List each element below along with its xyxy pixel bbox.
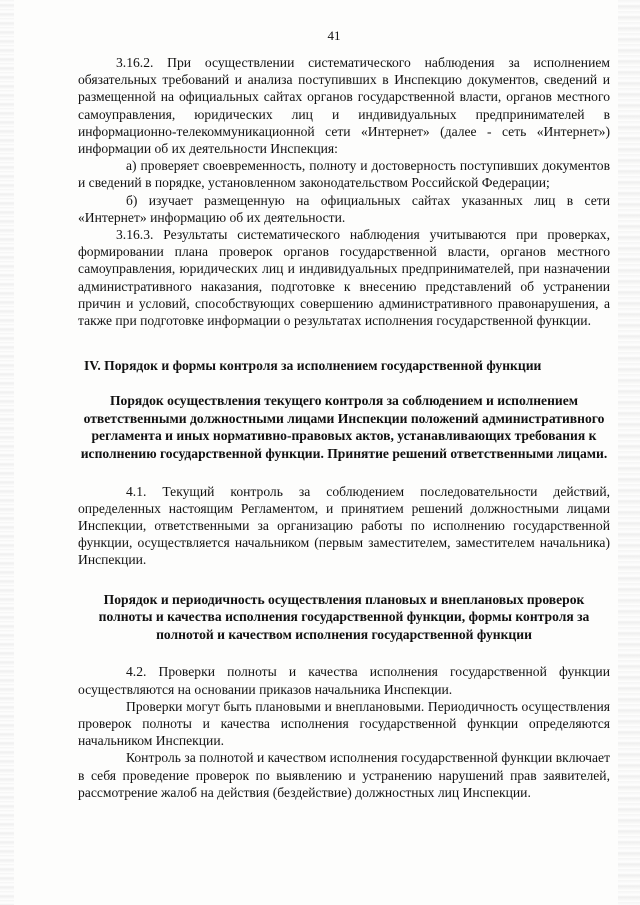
scan-edge-right bbox=[618, 0, 640, 905]
paragraph-item-b: б) изучает размещенную на официальных сайтах указанных лиц в сети «Интернет» информацию об их деятельности. bbox=[78, 192, 610, 225]
paragraph-control-content: Контроль за полнотой и качеством исполнения государственной функции включает в себя проведение проверок по выявлению и устранению нарушений прав заявителей, рассмотрение жалоб на действия (бездействие) должностных лиц Инспекции. bbox=[78, 750, 611, 800]
spacer bbox=[78, 569, 610, 591]
paragraph-3-16-3: 3.16.3. Результаты систематического наблюдения учитываются при проверках, формировании плана проверок органов государственной власти, органов местного самоуправления, юридических лиц и индивидуальных предпринимателей, при назначении административного наказания, подготовке к внесению представлений об устранении причин и условий, способствующих совершению административного правонарушения, а также при подготовке информации о результатах исполнения государственной функции. bbox=[78, 227, 610, 329]
scan-edge-left bbox=[0, 0, 14, 905]
page-number: 41 bbox=[327, 28, 341, 43]
paragraph-4-1: 4.1. Текущий контроль за соблюдением последовательности действий, определенных настоящим Регламентом, и принятием решений должностными лицами Инспекции, ответственными за организацию работы по исполнению государственной функции, осуществляется начальником (первым заместителем, заместителем начальника) Инспекции. bbox=[78, 483, 610, 568]
paragraph-4-2: 4.2. Проверки полноты и качества исполнения государственной функции осуществляются на основании приказов начальника Инспекции. bbox=[78, 664, 610, 697]
paragraph-3-16-2: 3.16.2. При осуществлении систематического наблюдения за исполнением обязательных требований и анализа поступивших в Инспекцию документов, сведений и размещенной на официальных сайтах органов государственной власти, органов местного самоуправления, юридических лиц и индивидуальных предпринимателей в информационно-телекоммуникационной сети «Интернет» (далее - сеть «Интернет») информации об их деятельности Инспекция: bbox=[78, 55, 610, 157]
subheading-inspections: Порядок и периодичность осуществления плановых и внеплановых проверок полноты и качества исполнения государственной функции, формы контроля за полнотой и качеством исполнения государственной функции bbox=[98, 591, 590, 642]
paragraph-item-a: а) проверяет своевременность, полноту и достоверность поступивших документов и сведений в порядке, установленном законодательством Российской Федерации; bbox=[78, 158, 610, 191]
section-iv-title: IV. Порядок и формы контроля за исполнением государственной функции bbox=[84, 358, 542, 374]
subheading-current-control: Порядок осуществления текущего контроля за соблюдением и исполнением ответственными должностными лицами Инспекции положений административного регламента и иных нормативно-правовых актов, устанавливающих требования к исполнению государственной функции. Принятие решений ответственными лицами. bbox=[80, 393, 608, 462]
paragraph-inspection-types: Проверки могут быть плановыми и внеплановыми. Периодичность осуществления проверок полноты и качества исполнения государственной функции определяются начальником Инспекции. bbox=[78, 698, 610, 749]
